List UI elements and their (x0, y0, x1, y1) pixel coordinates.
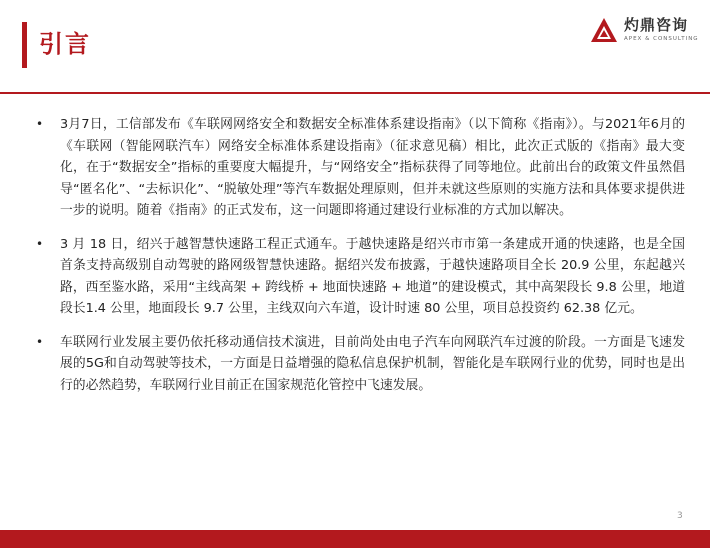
footer-band (0, 530, 710, 548)
page-title: 引言 (39, 30, 91, 58)
bullet-dot-icon: • (36, 236, 44, 251)
title-accent-bar (22, 22, 27, 68)
bullet-text: 3 月 18 日，绍兴于越智慧快速路工程正式通车。于越快速路是绍兴市市第一条建成开通的快速路，也是全国首条支持高级别自动驾驶的路网级智慧快速路。据绍兴发布披露，于越快速路项目全长 20.9 公里，东起越兴路，西至鉴水路，采用“主线高架 + 跨线桥 + 地面快速路 + 地道”的建设模式，其中高架段长 9.8 公里，地道段长1.4 公里，地面段长 9.7 公里，主线双向六车道，设计时速 80 公里，项目总投资约 62.38 亿元。 (60, 236, 685, 316)
list-item (35, 332, 685, 397)
page-number: 3 (677, 511, 683, 521)
bullet-text: 3月7日，工信部发布《车联网网络安全和数据安全标准体系建设指南》（以下简称《指南》）。与2021年6月的《车联网（智能网联汽车）网络安全标准体系建设指南》（征求意见稿）相比，此次正式版的《指南》最大变化，在于“数据安全”指标的重要度大幅提升，与“网络安全”指标获得了同等地位。此前出台的政策文件虽然倡导“匿名化”、“去标识化”、“脱敏处理”等汽车数据处理原则，但并未就这些原则的实施方法和具体要求提供进一步的说明。随着《指南》的正式发布，这一问题即将通过建设行业标准的方式加以解决。 (60, 117, 685, 218)
bullet-dot-icon: • (36, 117, 44, 131)
logo-triangle-icon (590, 17, 618, 43)
logo-chinese-name: 灼鼎咨询 (624, 16, 689, 34)
list-item (35, 234, 685, 320)
bullet-list (35, 114, 685, 408)
list-item (35, 114, 685, 222)
bullet-text: 车联网行业发展主要仍依托移动通信技术演进，目前尚处由电子汽车向网联汽车过渡的阶段。一方面是飞速发展的5G和自动驾驶等技术，一方面是日益增强的隐私信息保护机制，智能化是车联网行业的优势，同时也是出行的必然趋势，车联网行业目前正在国家规范化管控中飞速发展。 (60, 334, 685, 393)
bullet-dot-icon: • (36, 334, 44, 349)
company-logo (590, 16, 702, 46)
logo-english-name: APEX & CONSULTING (624, 36, 699, 42)
header-divider (0, 92, 710, 94)
